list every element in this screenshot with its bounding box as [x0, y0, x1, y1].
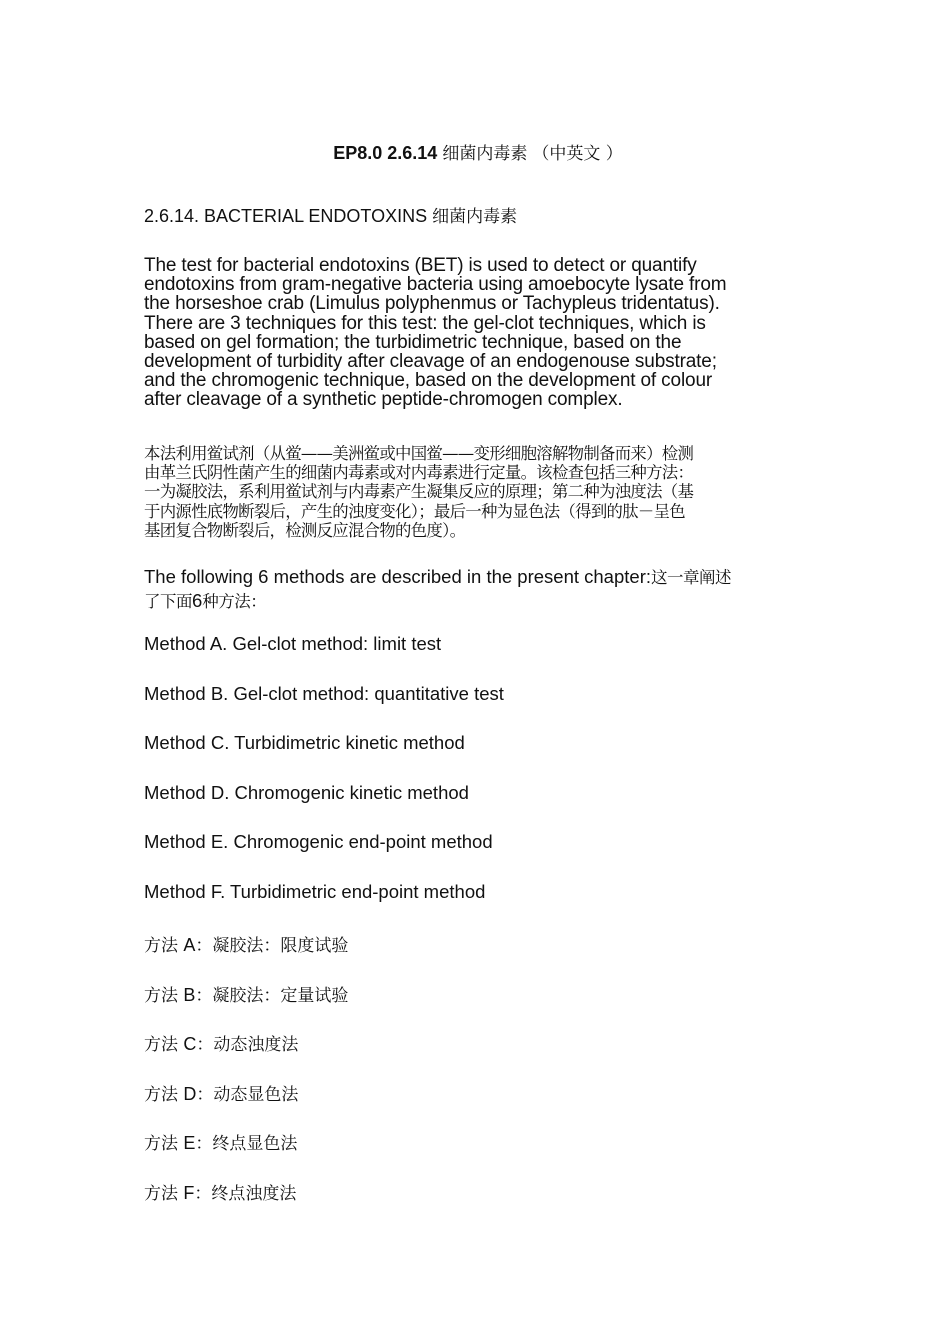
- intro-en-line: after cleavage of a synthetic peptide-chromogen complex.: [144, 389, 623, 411]
- intro-cn-line: 于内源性底物断裂后，产生的浊度变化）；最后一种为显色法（得到的肽－呈色: [144, 501, 685, 521]
- method-cn-prefix: 方法: [144, 936, 184, 956]
- method-cn-letter: B: [183, 985, 196, 1005]
- intro-cn-line: 基团复合物断裂后，检测反应混合物的色度）。: [144, 520, 466, 540]
- method-a-cn: [144, 934, 348, 957]
- method-cn-prefix: 方法: [144, 1184, 184, 1204]
- intro-en-line: based on gel formation; the turbidimetric technique, based on the: [144, 331, 682, 353]
- method-a-en: Method A. Gel-clot method: limit test: [144, 633, 442, 654]
- intro-en-line: There are 3 techniques for this test: the gel-clot techniques, which is: [144, 312, 706, 334]
- methods-intro-cn-2b: 种方法：: [202, 592, 267, 611]
- title-code: EP8.0 2.6.14: [333, 143, 438, 163]
- intro-en-line: endotoxins from gram-negative bacteria using amoebocyte lysate from: [144, 274, 727, 296]
- method-cn-letter: C: [183, 1034, 197, 1054]
- intro-en-line: development of turbidity after cleavage of an endogenouse substrate;: [144, 351, 717, 373]
- method-d-en: Method D. Chromogenic kinetic method: [144, 782, 469, 803]
- method-e-cn: [144, 1132, 297, 1155]
- section-heading: [144, 205, 517, 228]
- method-cn-letter: E: [183, 1133, 196, 1153]
- method-cn-text: ：终点浊度法: [194, 1184, 297, 1204]
- intro-cn-line: 本法利用鲎试剂（从鲎——美洲鲎或中国鲎——变形细胞溶解物制备而来）检测: [144, 444, 694, 463]
- section-heading-cn: 细菌内毒素: [432, 207, 518, 227]
- method-cn-letter: F: [183, 1183, 195, 1203]
- methods-intro: [144, 565, 812, 613]
- intro-en-line: and the chromogenic technique, based on the development of colour: [144, 370, 713, 392]
- method-e-en: Method E. Chromogenic end-point method: [144, 831, 493, 852]
- intro-cn-line: 由革兰氏阴性菌产生的细菌内毒素或对内毒素进行定量。该检查包括三种方法：: [144, 463, 694, 483]
- methods-intro-cn-1: 这一章阐述: [651, 568, 731, 587]
- method-cn-prefix: 方法: [144, 986, 184, 1006]
- method-cn-text: ：动态显色法: [196, 1085, 299, 1105]
- document-title: [144, 142, 812, 165]
- method-cn-prefix: 方法: [144, 1035, 184, 1055]
- intro-paragraph-en: [144, 256, 812, 410]
- methods-intro-en: The following 6 methods are described in the present chapter:: [144, 566, 651, 587]
- title-chinese: 细菌内毒素: [442, 144, 528, 164]
- intro-cn-line: 一为凝胶法，系利用鲎试剂与内毒素产生凝集反应的原理；第二种为浊度法（基: [144, 482, 694, 502]
- methods-intro-number: 6: [192, 590, 203, 611]
- method-cn-prefix: 方法: [144, 1134, 184, 1154]
- method-c-en: Method C. Turbidimetric kinetic method: [144, 732, 465, 753]
- intro-en-line: The test for bacterial endotoxins (BET) is used to detect or quantify: [144, 255, 697, 276]
- method-b-cn: [144, 984, 348, 1007]
- method-cn-letter: A: [183, 935, 196, 955]
- intro-paragraph-cn: [144, 444, 812, 540]
- method-f-cn: [144, 1182, 296, 1205]
- method-cn-text: ：动态浊度法: [196, 1035, 299, 1055]
- section-heading-en: 2.6.14. BACTERIAL ENDOTOXINS: [144, 206, 428, 226]
- method-f-en: Method F. Turbidimetric end-point method: [144, 881, 486, 902]
- method-cn-text: ：凝胶法：限度试验: [195, 936, 349, 956]
- intro-en-line: the horseshoe crab (Limulus polyphenmus or Tachypleus tridentatus).: [144, 293, 720, 315]
- methods-intro-line-2: [144, 589, 812, 613]
- method-cn-letter: D: [183, 1084, 197, 1104]
- methods-intro-line-1: [144, 565, 812, 589]
- methods-intro-cn-2a: 了下面: [144, 592, 192, 611]
- method-cn-prefix: 方法: [144, 1085, 184, 1105]
- method-cn-text: ：凝胶法：定量试验: [195, 986, 349, 1006]
- method-cn-text: ：终点显色法: [195, 1134, 298, 1154]
- method-c-cn: [144, 1033, 298, 1056]
- method-d-cn: [144, 1083, 298, 1106]
- method-b-en: Method B. Gel-clot method: quantitative test: [144, 683, 504, 704]
- title-suffix: （中英文 ）: [532, 144, 623, 164]
